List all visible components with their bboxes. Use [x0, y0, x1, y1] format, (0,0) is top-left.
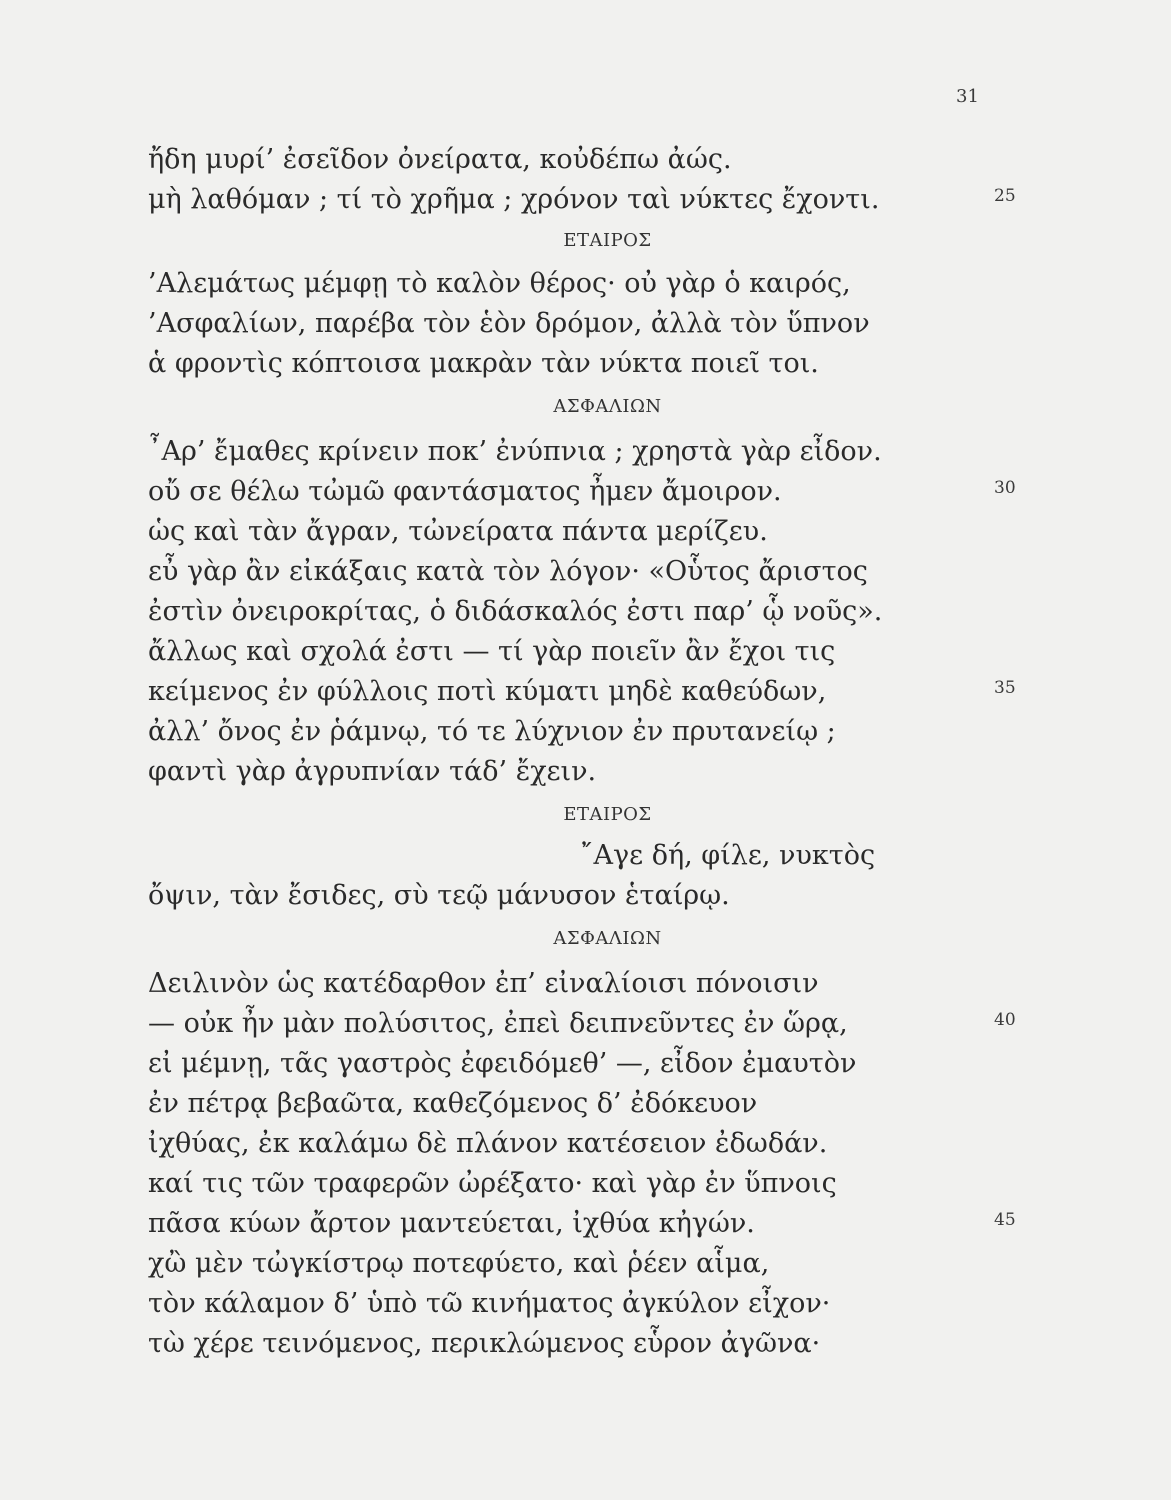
speaker-heading: ΑΣΦΑΛΙΩΝ	[553, 396, 662, 417]
verse-text: τὸν κάλαμον δ’ ὑπὸ τῶ κινήματος ἀγκύλον εἶχον·	[148, 1288, 831, 1319]
verse-line	[0, 712, 1171, 752]
verse-line	[0, 1244, 1171, 1284]
line-number: 35	[994, 678, 1016, 698]
verse-line	[0, 1044, 1171, 1084]
verse-text: ἄλλως καὶ σχολά ἐστι — τί γὰρ ποιεῖν ἂν ἔχοι τις	[148, 636, 836, 667]
line-number: 30	[994, 478, 1016, 498]
speaker-heading: ΕΤΑΙΡΟΣ	[563, 804, 652, 825]
verse-text: εἰ μέμνῃ, τᾶς γαστρὸς ἐφειδόμεθ’ —, εἶδον ἐμαυτὸν	[148, 1048, 857, 1079]
verse-line	[0, 752, 1171, 792]
verse-text: μὴ λαθόμαν ; τί τὸ χρῆμα ; χρόνον ταὶ νύκτες ἔχοντι.	[148, 184, 880, 215]
verse-line	[0, 592, 1171, 632]
verse-text: φαντὶ γὰρ ἀγρυπνίαν τάδ’ ἔχειν.	[148, 756, 597, 787]
line-number: 40	[994, 1010, 1016, 1030]
verse-line	[0, 876, 1171, 916]
verse-line	[0, 472, 1171, 512]
verse-text: καί τις τῶν τραφερῶν ὠρέξατο· καὶ γὰρ ἐν ὕπνοις	[148, 1168, 837, 1199]
page-number: 31	[956, 86, 979, 107]
verse-text: τὼ χέρε τεινόμενος, περικλώμενος εὗρον ἀγῶνα·	[148, 1328, 821, 1359]
line-number: 45	[994, 1210, 1016, 1230]
verse-text: κείμενος ἐν φύλλοις ποτὶ κύματι μηδὲ καθεύδων,	[148, 676, 827, 707]
verse-text: οὔ σε θέλω τὠμῶ φαντάσματος ἦμεν ἄμοιρον.	[148, 476, 782, 507]
verse-line	[0, 552, 1171, 592]
verse-text: ἤδη μυρί’ ἐσεῖδον ὀνείρατα, κοὐδέπω ἀώς.	[148, 144, 732, 175]
verse-line	[0, 304, 1171, 344]
verse-line	[0, 140, 1171, 180]
verse-line	[0, 1084, 1171, 1124]
verse-text: ἐστὶν ὀνειροκρίτας, ὁ διδάσκαλός ἐστι παρ’ ᾧ νοῦς».	[148, 596, 883, 627]
verse-text: ἰχθύας, ἐκ καλάμω δὲ πλάνον κατέσειον ἐδωδάν.	[148, 1128, 828, 1159]
verse-text: Δειλινὸν ὡς κατέδαρθον ἐπ’ εἰναλίοισι πόνοισιν	[148, 968, 819, 999]
verse-text: ἀλλ’ ὄνος ἐν ῥάμνῳ, τό τε λύχνιον ἐν πρυτανείῳ ;	[148, 716, 836, 747]
verse-text: ὄψιν, τὰν ἔσιδες, σὺ τεῷ μάνυσον ἑταίρῳ.	[148, 880, 730, 911]
verse-text: ὡς καὶ τὰν ἄγραν, τὠνείρατα πάντα μερίζευ.	[148, 516, 768, 547]
verse-text: ῏Αρ’ ἔμαθες κρίνειν ποκ’ ἐνύπνια ; χρηστὰ γὰρ εἶδον.	[148, 436, 882, 467]
verse-text: πᾶσα κύων ἄρτον μαντεύεται, ἰχθύα κἠγών.	[148, 1208, 755, 1239]
verse-text: ἐν πέτρᾳ βεβαῶτα, καθεζόμενος δ’ ἐδόκευον	[148, 1088, 758, 1119]
verse-line	[0, 632, 1171, 672]
verse-line	[0, 672, 1171, 712]
verse-line	[0, 1284, 1171, 1324]
verse-text: — οὐκ ἦν μὰν πολύσιτος, ἐπεὶ δειπνεῦντες ἐν ὥρᾳ,	[148, 1008, 848, 1039]
verse-line	[0, 344, 1171, 384]
verse-text: ’Ασφαλίων, παρέβα τὸν ἑὸν δρόμον, ἀλλὰ τὸν ὕπνον	[148, 308, 870, 339]
verse-line	[0, 180, 1171, 220]
verse-line	[0, 964, 1171, 1004]
verse-line	[0, 264, 1171, 304]
verse-line	[0, 432, 1171, 472]
verse-line	[0, 1324, 1171, 1364]
verse-line	[0, 836, 1171, 876]
verse-text: ’Αλεμάτως μέμφῃ τὸ καλὸν θέρος· οὐ γὰρ ὁ καιρός,	[148, 268, 851, 299]
verse-line	[0, 1004, 1171, 1044]
speaker-heading: ΑΣΦΑΛΙΩΝ	[553, 928, 662, 949]
verse-line	[0, 1204, 1171, 1244]
speaker-heading: ΕΤΑΙΡΟΣ	[563, 230, 652, 251]
verse-text: χὢ μὲν τὠγκίστρῳ ποτεφύετο, καὶ ῥέεν αἷμα,	[148, 1248, 770, 1279]
verse-text: εὖ γὰρ ἂν εἰκάξαις κατὰ τὸν λόγον· «Οὗτος ἄριστος	[148, 556, 868, 587]
verse-line	[0, 1124, 1171, 1164]
verse-line	[0, 512, 1171, 552]
verse-text: ῎Αγε δή, φίλε, νυκτὸς	[580, 840, 876, 871]
verse-text: ἁ φροντὶς κόπτοισα μακρὰν τὰν νύκτα ποιεῖ τοι.	[148, 348, 819, 379]
verse-line	[0, 1164, 1171, 1204]
line-number: 25	[994, 186, 1016, 206]
